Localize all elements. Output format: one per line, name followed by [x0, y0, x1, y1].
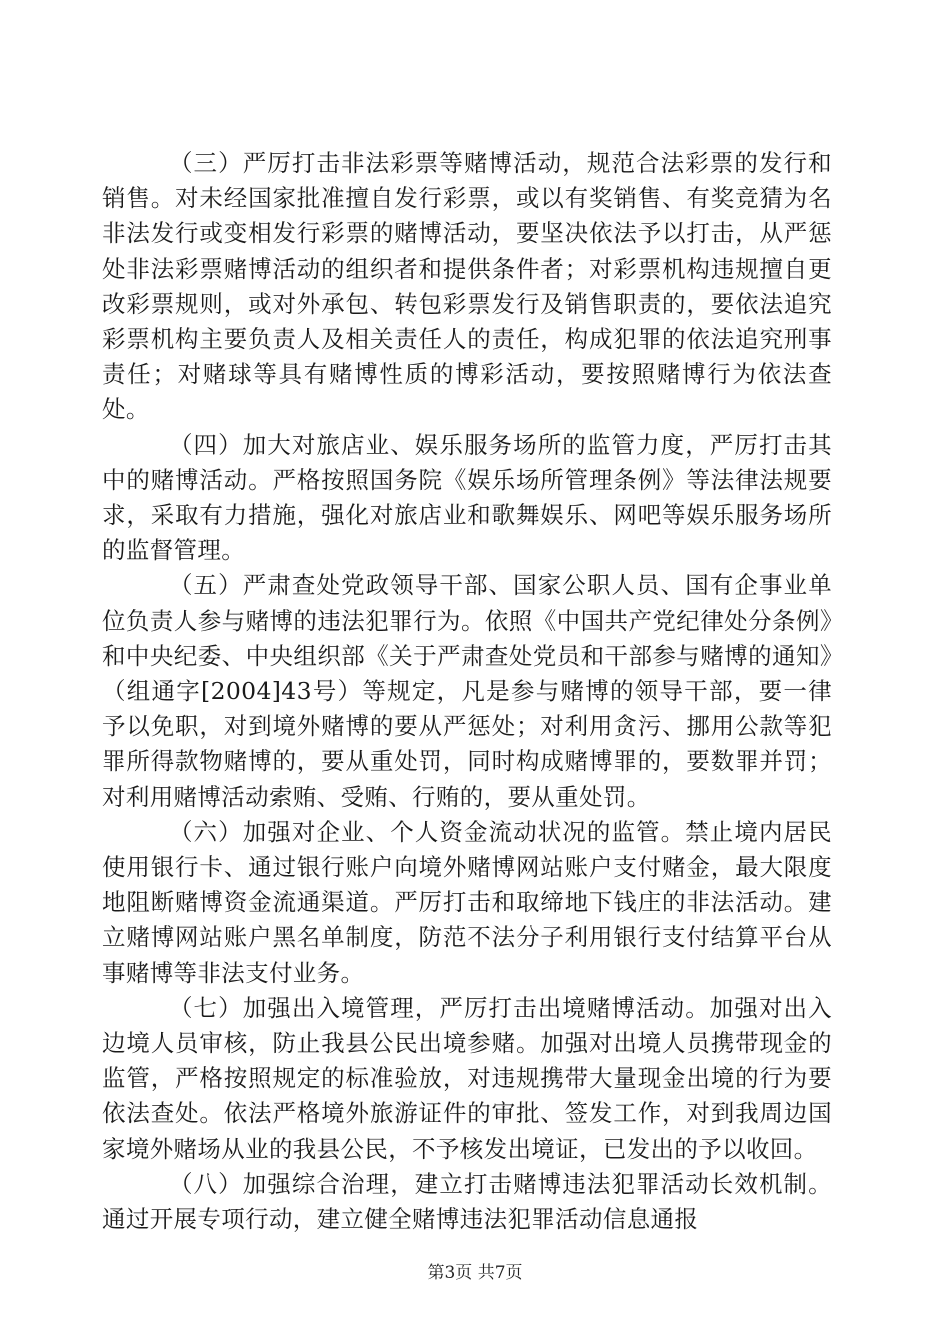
- paragraph-section-6: （六）加强对企业、个人资金流动状况的监管。禁止境内居民使用银行卡、通过银行账户向境外赌博网站账户支付赌金，最大限度地阻断赌博资金流通渠道。严厉打击和取缔地下钱庄的非法活动。建立赌博网站账户黑名单制度，防范不法分子利用银行支付结算平台从事赌博等非法支付业务。: [102, 817, 832, 987]
- paragraph-section-8: （八）加强综合治理，建立打击赌博违法犯罪活动长效机制。通过开展专项行动，建立健全赌博违法犯罪活动信息通报: [102, 1169, 832, 1234]
- paragraph-section-7: （七）加强出入境管理，严厉打击出境赌博活动。加强对出入边境人员审核，防止我县公民出境参赌。加强对出境人员携带现金的监管，严格按照规定的标准验放，对违规携带大量现金出境的行为要依法查处。依法严格境外旅游证件的审批、签发工作，对到我周边国家境外赌场从业的我县公民，不予核发出境证，已发出的予以收回。: [102, 993, 832, 1163]
- document-body: [102, 146, 832, 1237]
- paragraph-section-4: （四）加大对旅店业、娱乐服务场所的监管力度，严厉打击其中的赌博活动。严格按照国务院《娱乐场所管理条例》等法律法规要求，采取有力措施，强化对旅店业和歌舞娱乐、网吧等娱乐服务场所的监督管理。: [102, 430, 832, 565]
- paragraph-section-3: （三）严厉打击非法彩票等赌博活动，规范合法彩票的发行和销售。对未经国家批准擅自发行彩票，或以有奖销售、有奖竞猜为名非法发行或变相发行彩票的赌博活动，要坚决依法予以打击，从严惩处非法彩票赌博活动的组织者和提供条件者；对彩票机构违规擅自更改彩票规则，或对外承包、转包彩票发行及销售职责的，要依法追究彩票机构主要负责人及相关责任人的责任，构成犯罪的依法追究刑事责任；对赌球等具有赌博性质的博彩活动，要按照赌博行为依法查处。: [102, 149, 832, 424]
- paragraph-section-5: （五）严肃查处党政领导干部、国家公职人员、国有企事业单位负责人参与赌博的违法犯罪行为。依照《中国共产党纪律处分条例》和中央纪委、中央组织部《关于严肃查处党员和干部参与赌博的通知》（组通字[2004]43号）等规定，凡是参与赌博的领导干部，要一律予以免职，对到境外赌博的要从严惩处；对利用贪污、挪用公款等犯罪所得款物赌博的，要从重处罚，同时构成赌博罪的，要数罪并罚；对利用赌博活动索贿、受贿、行贿的，要从重处罚。: [102, 571, 832, 811]
- page-number-footer: 第3页 共7页: [427, 1263, 523, 1283]
